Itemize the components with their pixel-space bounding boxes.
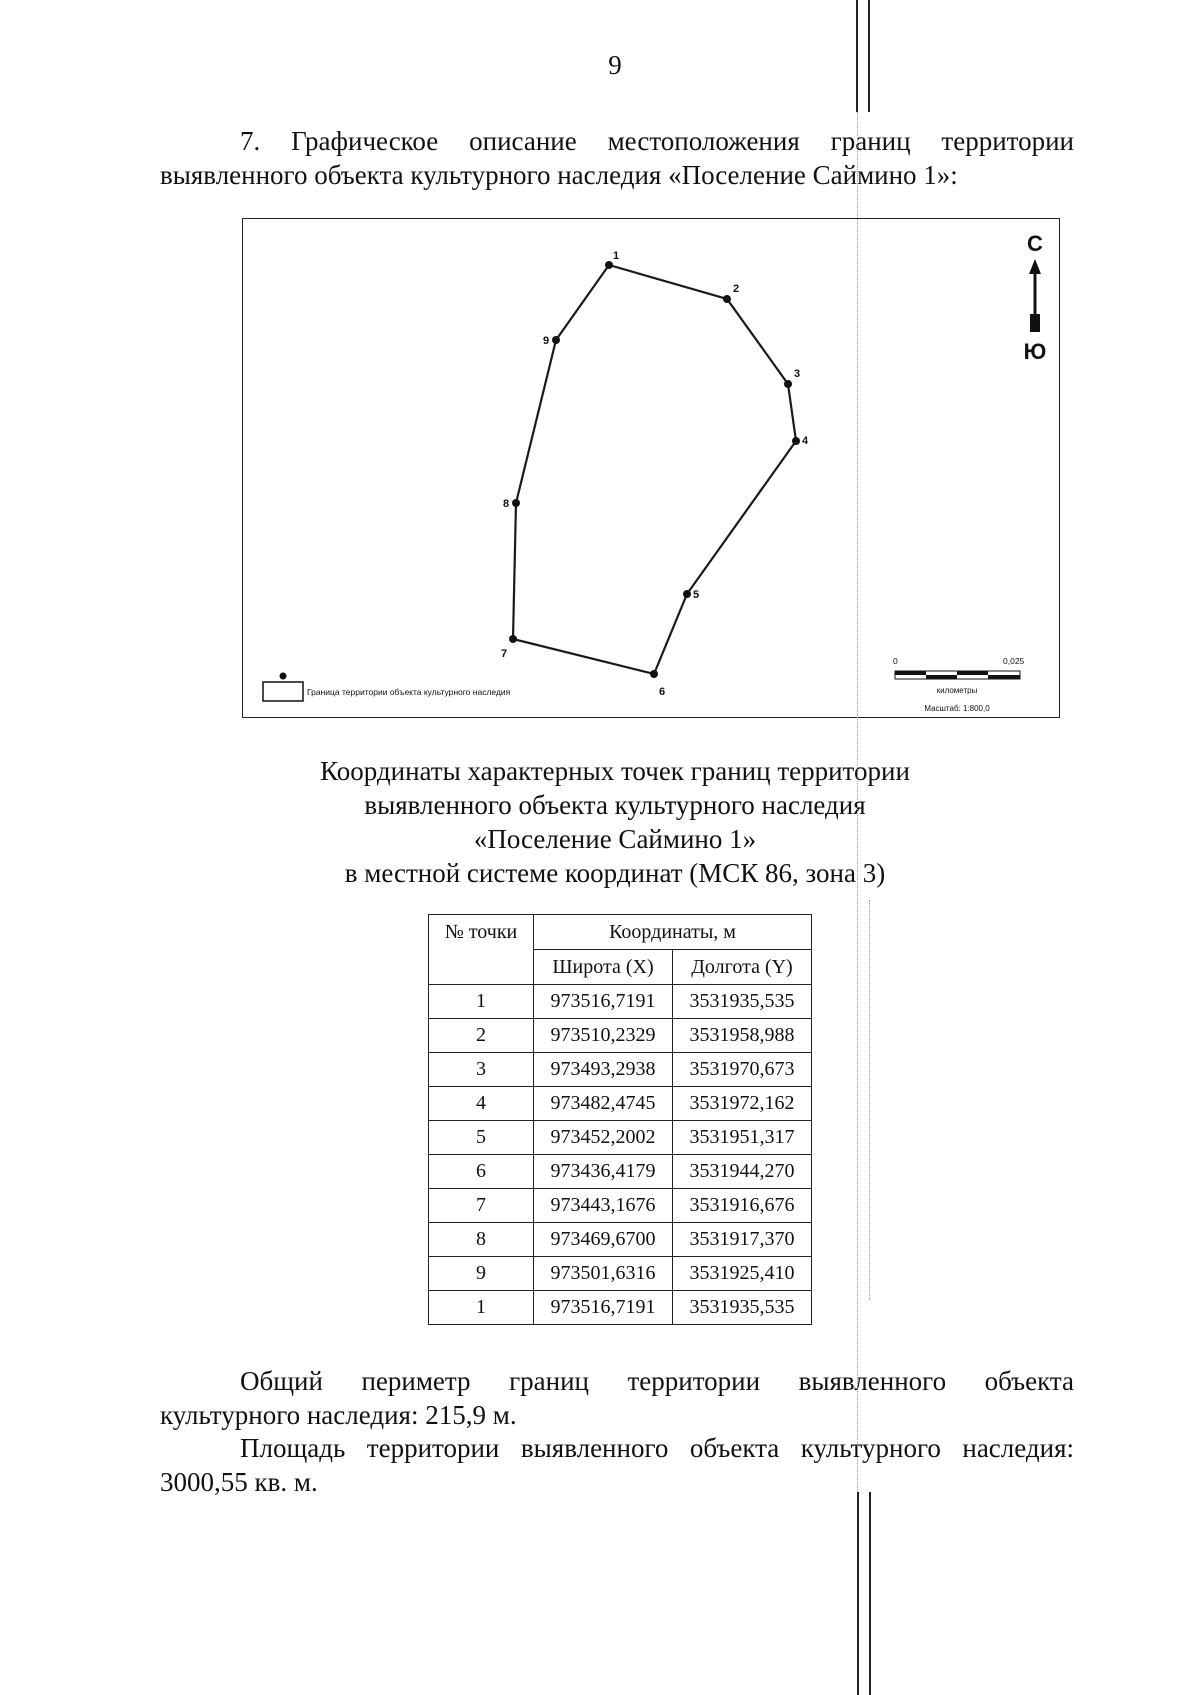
scan-edge-line [857, 1492, 859, 1695]
latitude-cell: 973469,6700 [534, 1223, 673, 1257]
table-title-line-1: Координаты характерных точек границ территории [320, 756, 910, 786]
point-label-9: 9 [543, 335, 550, 347]
longitude-cell: 3531972,162 [673, 1087, 812, 1121]
point-label-3: 3 [794, 368, 801, 380]
boundary-point-3 [784, 380, 792, 388]
table-row [429, 1053, 812, 1087]
latitude-cell: 973452,2002 [534, 1121, 673, 1155]
point-number-cell: 4 [429, 1087, 534, 1121]
header-coordinates: Координаты, м [534, 915, 812, 950]
point-number-cell: 1 [429, 985, 534, 1019]
boundary-point-2 [723, 295, 731, 303]
latitude-cell: 973493,2938 [534, 1053, 673, 1087]
longitude-cell: 3531944,270 [673, 1155, 812, 1189]
section-heading [160, 124, 1074, 192]
table-row [429, 1291, 812, 1325]
point-label-7: 7 [501, 648, 508, 660]
scan-dotted-line [869, 900, 870, 1300]
point-label-6: 6 [659, 686, 666, 698]
point-label-1: 1 [613, 250, 620, 262]
area-line-2: 3000,55 кв. м. [160, 1467, 318, 1497]
longitude-cell: 3531935,535 [673, 1291, 812, 1325]
scan-dotted-line [857, 112, 858, 1492]
perimeter-line-1: Общий периметр границ территории выявленного объекта [240, 1366, 1074, 1396]
boundary-map-drawing [243, 219, 1059, 717]
table-row [429, 985, 812, 1019]
table-row [429, 1155, 812, 1189]
point-number-cell: 6 [429, 1155, 534, 1189]
boundary-point-9 [552, 336, 560, 344]
scan-edge-line [869, 1492, 871, 1695]
scan-edge-line [856, 0, 858, 112]
compass-south-label: Ю [1023, 339, 1047, 364]
legend-label: Граница территории объекта культурного наследия [307, 687, 511, 697]
section-heading-line-2: выявленного объекта культурного наследия «Поселение Саймино 1»: [160, 160, 958, 190]
latitude-cell: 973510,2329 [534, 1019, 673, 1053]
scan-edge-line [868, 0, 870, 112]
point-number-cell: 8 [429, 1223, 534, 1257]
point-label-2: 2 [733, 283, 740, 295]
header-point-number: № точки [429, 915, 534, 985]
compass-north-label: С [1027, 231, 1043, 256]
latitude-cell: 973516,7191 [534, 1291, 673, 1325]
point-number-cell: 1 [429, 1291, 534, 1325]
boundary-point-1 [605, 261, 613, 269]
table-title-line-3: «Поселение Саймино 1» [473, 824, 757, 854]
point-number-cell: 5 [429, 1121, 534, 1155]
point-number-cell: 3 [429, 1053, 534, 1087]
table-row [429, 1019, 812, 1053]
scale-end-label: 0,025 [1003, 656, 1025, 666]
legend-swatch [263, 682, 303, 701]
map-legend [263, 673, 511, 702]
coordinates-table [428, 914, 812, 1325]
boundary-point-8 [512, 499, 520, 507]
table-row [429, 1223, 812, 1257]
boundary-point-7 [509, 635, 517, 643]
longitude-cell: 3531951,317 [673, 1121, 812, 1155]
table-row [429, 1257, 812, 1291]
table-row [429, 1121, 812, 1155]
latitude-cell: 973516,7191 [534, 985, 673, 1019]
latitude-cell: 973436,4179 [534, 1155, 673, 1189]
boundary-map [242, 218, 1060, 718]
section-heading-line-1: 7. Графическое описание местоположения границ территории [240, 126, 1074, 156]
longitude-cell: 3531958,988 [673, 1019, 812, 1053]
latitude-cell: 973482,4745 [534, 1087, 673, 1121]
table-title-line-2: выявленного объекта культурного наследия [364, 790, 866, 820]
longitude-cell: 3531925,410 [673, 1257, 812, 1291]
longitude-cell: 3531935,535 [673, 985, 812, 1019]
table-row [429, 1087, 812, 1121]
scale-start-label: 0 [893, 656, 898, 666]
longitude-cell: 3531916,676 [673, 1189, 812, 1223]
north-arrow-icon [1024, 231, 1047, 364]
longitude-cell: 3531970,673 [673, 1053, 812, 1087]
page-number: 9 [608, 50, 622, 80]
point-label-5: 5 [693, 589, 700, 601]
longitude-cell: 3531917,370 [673, 1223, 812, 1257]
point-number-cell: 9 [429, 1257, 534, 1291]
area-line-1: Площадь территории выявленного объекта культурного наследия: [240, 1433, 1074, 1463]
boundary-point-6 [650, 670, 658, 678]
scale-units-label: километры [936, 686, 978, 695]
latitude-cell: 973501,6316 [534, 1257, 673, 1291]
territory-boundary-polygon [513, 265, 796, 674]
header-longitude: Долгота (Y) [673, 950, 812, 985]
perimeter-line-2: культурного наследия: 215,9 м. [160, 1400, 517, 1430]
area-paragraph [160, 1431, 1074, 1499]
boundary-point-4 [792, 437, 800, 445]
point-number-cell: 7 [429, 1189, 534, 1223]
table-title-line-4: в местной системе координат (МСК 86, зона 3) [344, 858, 886, 888]
table-row [429, 1189, 812, 1223]
point-label-4: 4 [802, 435, 809, 447]
table-title [0, 754, 1200, 890]
scale-ratio-label: Масштаб: 1:800,0 [924, 704, 990, 713]
point-number-cell: 2 [429, 1019, 534, 1053]
boundary-point-5 [683, 590, 691, 598]
latitude-cell: 973443,1676 [534, 1189, 673, 1223]
point-label-8: 8 [503, 498, 510, 510]
scale-bar [893, 656, 1025, 713]
perimeter-paragraph [160, 1364, 1074, 1432]
header-latitude: Широта (X) [534, 950, 673, 985]
